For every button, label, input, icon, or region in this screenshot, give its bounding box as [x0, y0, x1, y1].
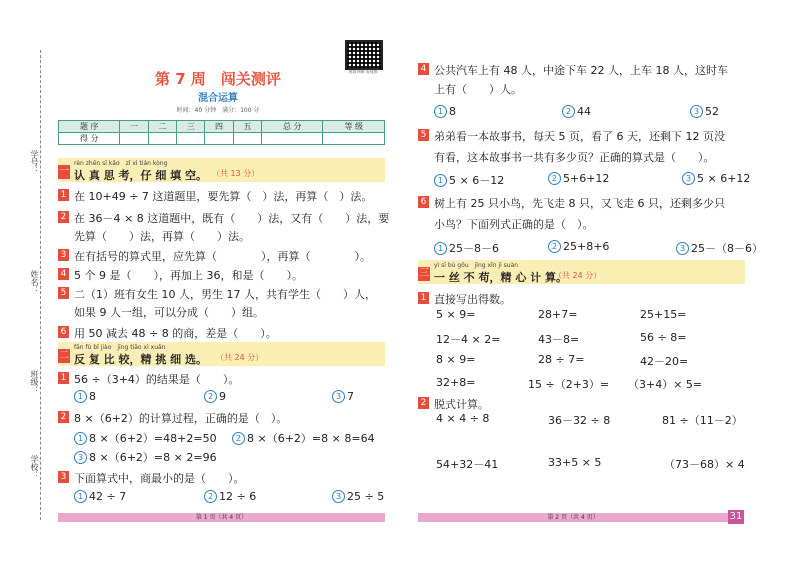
score-cell[interactable] [233, 133, 261, 145]
question-number: 2 [58, 411, 69, 423]
question-text: 小鸟？下面列式正确的是（ ）。 [434, 218, 594, 231]
question-text: 先算（ ）法，再算（ ）法。 [74, 230, 250, 243]
question-number: 3 [58, 471, 69, 483]
footer-right: 第 2 页（共 4 页） [418, 513, 728, 522]
question-text: 公共汽车上有 48 人，中途下车 22 人，上车 18 人，这时车 [434, 64, 728, 77]
question-number: 1 [58, 372, 69, 384]
qr-caption: 视频讲解 看视频 [348, 69, 378, 74]
question-text: 用 50 减去 48 ÷ 8 的商，差是（ ）。 [74, 327, 277, 340]
question-text: 如果 9 人一组，可以分成（ ）组。 [74, 306, 264, 319]
option-3[interactable]: 3 5 × 6+12 [682, 172, 750, 185]
score-header: 五 [233, 121, 261, 133]
section-2-header [58, 342, 385, 366]
section-number: 二 [59, 350, 69, 361]
calc-item: 28 ÷ 7= [538, 353, 585, 366]
question-text: 脱式计算。 [434, 398, 489, 411]
question-text: 5 个 9 是（ ），再加上 36，和是（ ）。 [74, 269, 303, 282]
score-cell[interactable] [148, 133, 176, 145]
page-number: 31 [729, 511, 743, 522]
section-pinyin: yì sī bù gǒu jīng xīn jì suàn [434, 262, 519, 269]
school-label: 学校： [30, 455, 39, 479]
calc-item: 56 ÷ 8= [640, 331, 687, 344]
question-number: 3 [58, 249, 69, 261]
option-3[interactable]: 3 7 [332, 390, 354, 403]
option-2[interactable]: 2 8 ×（6+2）=8 × 8=64 [232, 430, 375, 446]
question-text: 直接写出得数。 [434, 293, 511, 306]
calc-item: 33+5 × 5 [548, 456, 602, 469]
question-text: 二（1）班有女生 10 人，男生 17 人，共有学生（ ）人， [74, 288, 376, 301]
option-2[interactable]: 2 12 ÷ 6 [204, 490, 256, 503]
option-2[interactable]: 2 5+6+12 [548, 172, 609, 185]
qr-code-icon[interactable] [345, 40, 383, 70]
class-label: 班级： [30, 370, 39, 394]
section-pinyin: fǎn fù bǐ jiào jīng tiāo xì xuǎn [74, 344, 166, 351]
question-number: 2 [418, 397, 429, 409]
score-row-label: 得 分 [59, 133, 120, 145]
name-label: 姓名： [30, 270, 39, 294]
score-cell[interactable] [177, 133, 205, 145]
option-1[interactable]: 1 5 × 6－12 [434, 172, 504, 188]
question-text: 在 36－4 × 8 这道题中，既有（ ）法，又有（ ）法，要 [74, 212, 390, 225]
section-pinyin: rèn zhēn sī kǎo zǐ xì tián kòng [74, 160, 168, 167]
option-1[interactable]: 1 8 [434, 105, 456, 118]
calc-item: 54+32－41 [436, 458, 499, 471]
section-number: 三 [419, 268, 429, 279]
section-points: （共 24 分） [216, 353, 264, 362]
calc-item: 32+8= [436, 376, 476, 389]
question-number: 4 [418, 63, 429, 75]
calc-item: （73－68）× 4 [664, 458, 745, 471]
option-3[interactable]: 3 25－（8－6） [676, 240, 763, 256]
exam-meta: 时间：40 分钟 满分：100 分 [176, 107, 260, 114]
question-text: 在 10+49 ÷ 7 这道题里，要先算（ ）法，再算（ ）法。 [74, 190, 373, 203]
option-2[interactable]: 2 9 [204, 390, 226, 403]
section-title: 反 复 比 较，精 挑 细 选。 [74, 353, 207, 366]
question-text: 弟弟看一本故事书，每天 5 页，看了 6 天，还剩下 12 页没 [434, 130, 725, 143]
question-text: 树上有 25 只小鸟，先飞走 8 只，又飞走 6 只，还剩多少只 [434, 197, 725, 210]
calc-item: 42－20= [640, 355, 689, 368]
question-number: 5 [418, 129, 429, 141]
calc-item: 15 ÷（2+3）= [528, 378, 610, 391]
page-title: 第 7 周 闯关测评 [155, 70, 281, 88]
score-header: 四 [205, 121, 233, 133]
calc-item: 36－32 ÷ 8 [548, 414, 611, 427]
student-id-label: 学号： [30, 150, 39, 174]
section-number: 一 [59, 166, 69, 177]
section-title: 一 丝 不 苟，精 心 计 算。 [434, 271, 567, 284]
footer-left: 第 1 页（共 4 页） [58, 513, 385, 522]
calc-item: 8 × 9= [436, 353, 476, 366]
question-text: 上有（ ）人。 [434, 83, 522, 96]
score-header: 一 [120, 121, 148, 133]
score-header: 二 [148, 121, 176, 133]
binding-line [40, 50, 41, 520]
question-number: 5 [58, 287, 69, 299]
option-3[interactable]: 3 52 [690, 105, 719, 118]
score-cell[interactable] [261, 133, 322, 145]
option-1[interactable]: 1 42 ÷ 7 [74, 490, 126, 503]
score-header: 三 [177, 121, 205, 133]
option-3[interactable]: 3 8 ×（6+2）=8 × 2=96 [74, 449, 217, 465]
question-text: 有看，这本故事书一共有多少页？正确的算式是（ ）。 [434, 151, 715, 164]
option-1[interactable]: 1 8 [74, 390, 96, 403]
question-text: 56 ÷（3+4）的结果是（ ）。 [74, 373, 240, 386]
option-3[interactable]: 3 25 ÷ 5 [332, 490, 384, 503]
section-points: （共 13 分） [212, 169, 260, 178]
question-number: 2 [58, 211, 69, 223]
calc-item: 5 × 9= [436, 308, 476, 321]
option-1[interactable]: 1 25－8－6 [434, 240, 499, 256]
score-header: 总 分 [261, 121, 322, 133]
calc-item: 4 × 4 ÷ 8 [436, 412, 490, 425]
option-2[interactable]: 2 44 [562, 105, 591, 118]
section-points: （共 24 分） [554, 271, 602, 280]
section-3-header [418, 260, 745, 284]
score-cell[interactable] [323, 133, 385, 145]
calc-item: 43－8= [538, 333, 580, 346]
calc-item: 81 ÷（11－2） [662, 414, 743, 427]
question-text: 8 ×（6+2）的计算过程，正确的是（ ）。 [74, 412, 288, 425]
question-number: 1 [58, 189, 69, 201]
score-header: 题 序 [59, 121, 120, 133]
calc-item: 28+7= [538, 308, 578, 321]
question-number: 6 [58, 326, 69, 338]
score-cell[interactable] [205, 133, 233, 145]
option-1[interactable]: 1 8 ×（6+2）=48+2=50 [74, 430, 217, 446]
score-header: 等 级 [323, 121, 385, 133]
question-number: 6 [418, 196, 429, 208]
question-number: 4 [58, 268, 69, 280]
option-2[interactable]: 2 25+8+6 [548, 240, 609, 253]
question-text: 下面算式中，商最小的是（ ）。 [74, 472, 245, 485]
calc-item: 25+15= [640, 308, 687, 321]
question-number: 1 [418, 292, 429, 304]
calc-item: （3+4）× 5= [628, 378, 703, 391]
section-title: 认 真 思 考，仔 细 填 空。 [74, 169, 207, 182]
section-1-header [58, 158, 385, 182]
calc-item: 12－4 × 2= [436, 333, 501, 346]
score-table [58, 120, 385, 145]
score-cell[interactable] [120, 133, 148, 145]
question-text: 在有括号的算式里，应先算（ ），再算（ ）。 [74, 250, 371, 263]
page-subtitle: 混合运算 [198, 93, 238, 104]
